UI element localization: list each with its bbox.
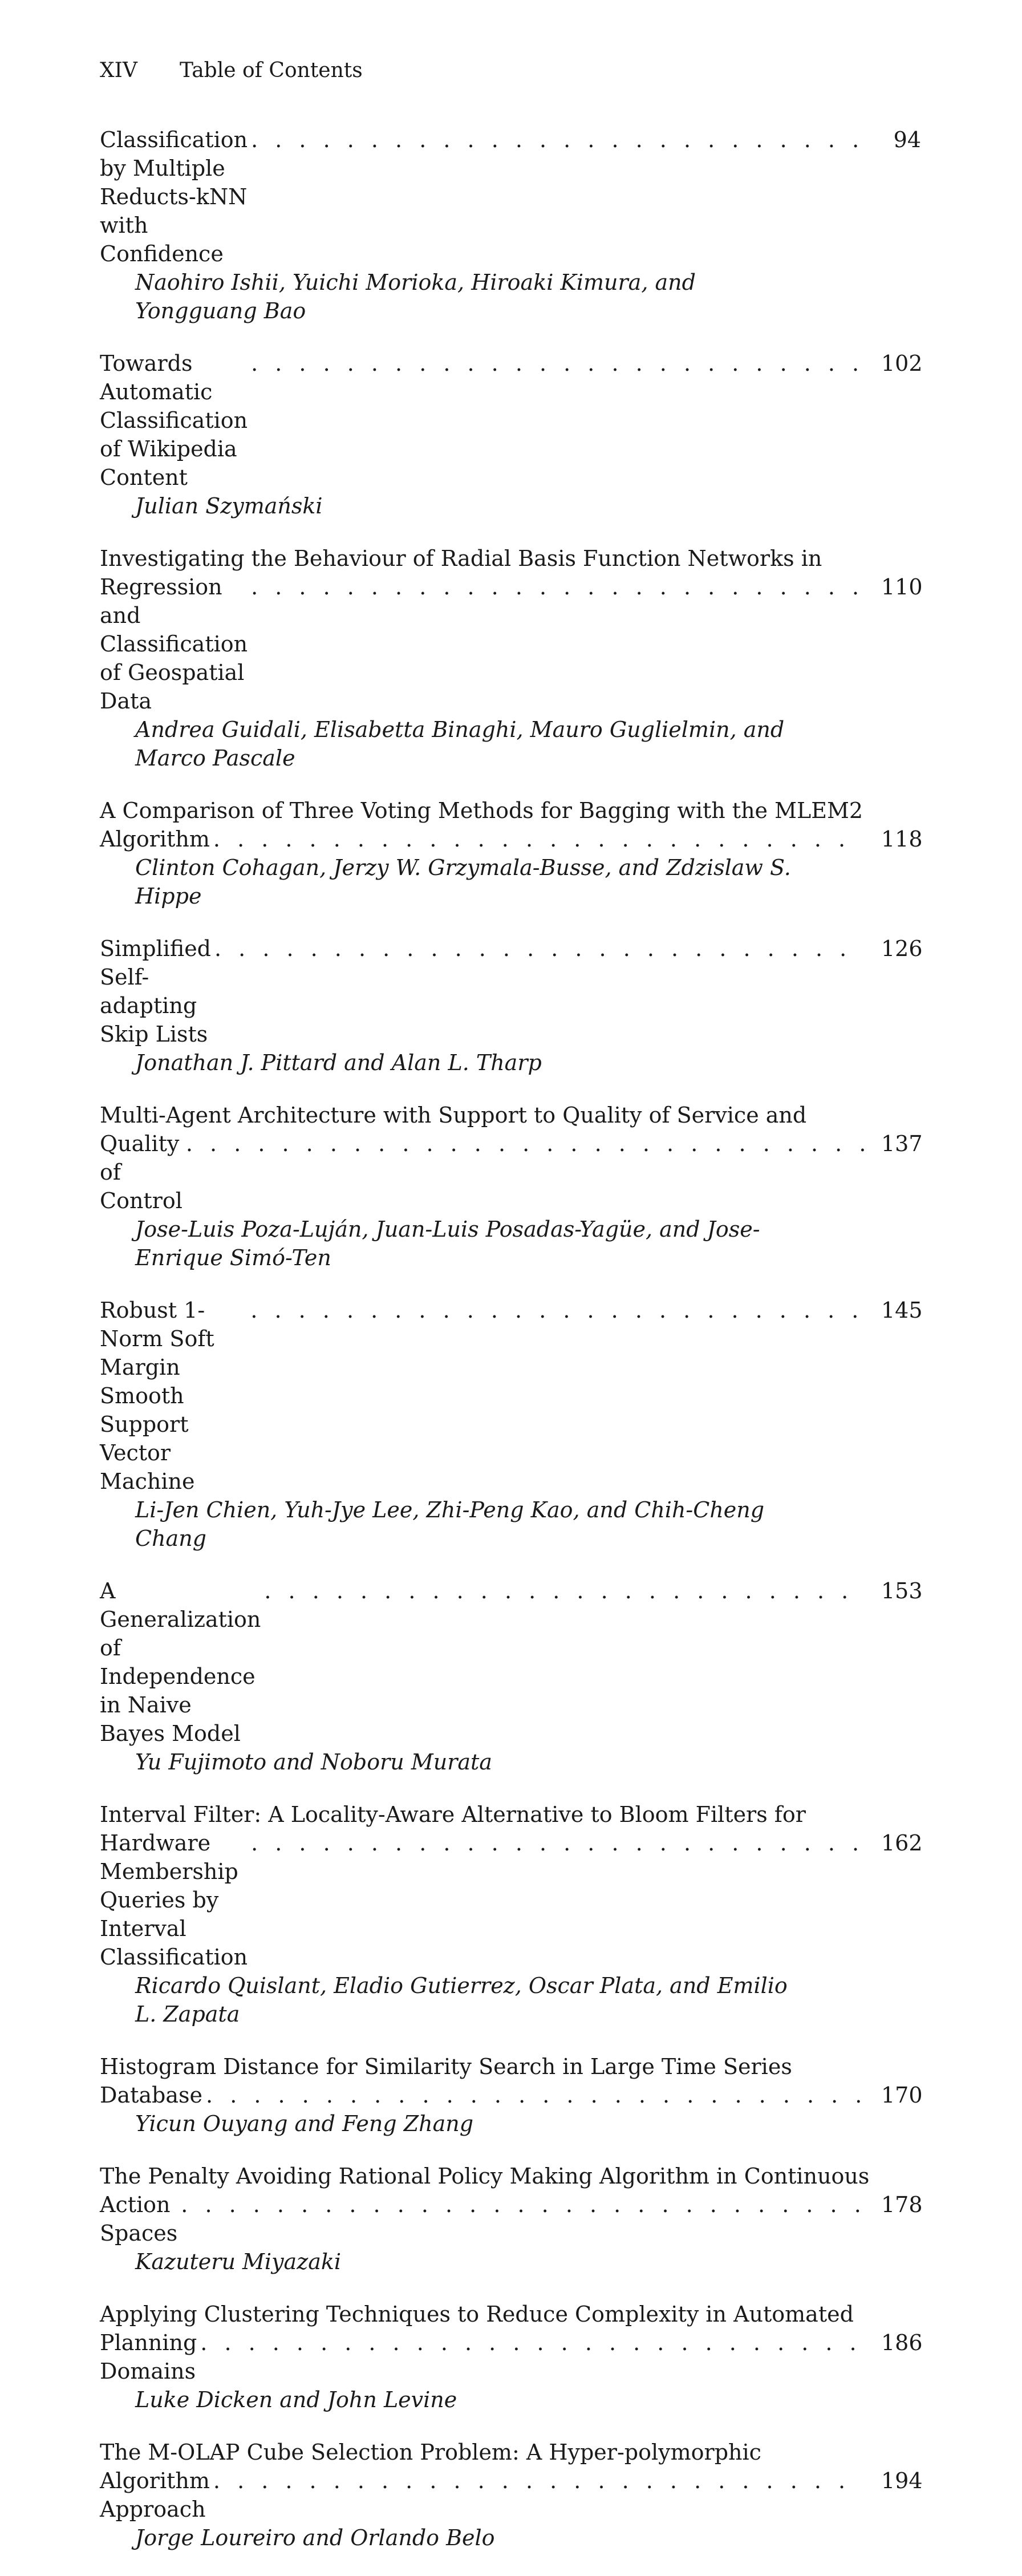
toc-entry — [100, 2300, 921, 2414]
entry-authors: Julian Szymański — [135, 493, 323, 519]
entry-authors: Yicun Ouyang and Feng Zhang — [135, 2111, 474, 2136]
entry-title-text: Towards Automatic Classification of Wikipedia Content — [100, 351, 248, 490]
toc-entry — [100, 1800, 921, 2028]
entry-authors: Ricardo Quislant, Eladio Gutierrez, Oscar Plata, and Emilio L. Zapata — [135, 1973, 788, 2027]
toc-entry — [100, 2438, 921, 2552]
entry-authors: Clinton Cohagan, Jerzy W. Grzymala-Busse, and Zdzislaw S. Hippe — [135, 855, 791, 909]
entry-authors: Andrea Guidali, Elisabetta Binaghi, Mauro Guglielmin, and Marco Pascale — [135, 717, 785, 771]
dot-leader — [250, 1296, 864, 1325]
entry-title — [100, 934, 921, 1048]
entry-page-number: 162 — [881, 1830, 923, 1856]
toc-entry — [100, 2162, 921, 2276]
entry-title-last-line — [100, 573, 921, 715]
dot-leader — [200, 2328, 864, 2357]
entry-title-line: The Penalty Avoiding Rational Policy Making Algorithm in Continuous — [100, 2164, 870, 2189]
entry-title-last-line — [100, 349, 921, 492]
entry-title — [100, 349, 921, 492]
entry-authors: Yu Fujimoto and Noboru Murata — [135, 1749, 492, 1775]
toc-entry — [100, 1101, 921, 1272]
entry-title-last-line — [100, 1829, 921, 1971]
entry-title-line: Applying Clustering Techniques to Reduce Complexity in Automated — [100, 2302, 854, 2327]
dot-leader — [213, 2466, 864, 2495]
entry-title-line: Interval Filter: A Locality-Aware Alternative to Bloom Filters for — [100, 1802, 806, 1827]
toc-entry — [100, 544, 921, 772]
entry-title-line: The M-OLAP Cube Selection Problem: A Hyper-polymorphic — [100, 2440, 761, 2465]
entry-title-last-line — [100, 934, 921, 1048]
entry-title — [100, 1800, 921, 1971]
entry-title — [100, 1577, 921, 1748]
toc-entry — [100, 349, 921, 520]
entry-title — [100, 2162, 921, 2247]
entry-title — [100, 796, 921, 853]
toc-entry — [100, 2052, 921, 2138]
dot-leader — [213, 825, 864, 853]
entry-title-last-line — [100, 2466, 921, 2524]
entry-title — [100, 544, 921, 715]
entry-title-last-line — [100, 2190, 921, 2247]
entry-title-last-line — [100, 125, 921, 268]
entry-title-last-line — [100, 825, 921, 853]
entry-title — [100, 1296, 921, 1496]
entry-title-last-line — [100, 1296, 921, 1496]
entry-title-text: Hardware Membership Queries by Interval Classification — [100, 1830, 248, 1970]
dot-leader — [186, 1129, 864, 1158]
dot-leader — [251, 573, 864, 601]
entry-authors: Jonathan J. Pittard and Alan L. Tharp — [135, 1050, 542, 1075]
entry-title-text: Database — [100, 2083, 203, 2108]
dot-leader — [206, 2081, 864, 2109]
entry-page-number: 145 — [881, 1298, 923, 1323]
toc-entry — [100, 796, 921, 910]
toc-entry — [100, 1296, 921, 1553]
entry-title — [100, 2300, 921, 2385]
entry-title-text: Planning Domains — [100, 2330, 197, 2384]
entry-authors: Kazuteru Miyazaki — [135, 2249, 342, 2274]
dot-leader — [181, 2190, 864, 2219]
dot-leader — [264, 1577, 864, 1605]
entry-authors: Jorge Loureiro and Orlando Belo — [135, 2525, 495, 2550]
dot-leader — [214, 934, 864, 963]
toc-list — [100, 125, 921, 2552]
entry-page-number: 126 — [881, 936, 923, 961]
toc-entry — [100, 934, 921, 1077]
entry-title-line: Multi-Agent Architecture with Support to Quality of Service and — [100, 1103, 807, 1128]
entry-authors: Naohiro Ishii, Yuichi Morioka, Hiroaki Kimura, and Yongguang Bao — [135, 270, 696, 323]
entry-title-text: Robust 1-Norm Soft Margin Smooth Support Vector Machine — [100, 1298, 214, 1494]
entry-authors: Li-Jen Chien, Yuh-Jye Lee, Zhi-Peng Kao, and Chih-Cheng Chang — [135, 1497, 765, 1551]
dot-leader — [251, 349, 864, 378]
entry-title-line: Histogram Distance for Similarity Search in Large Time Series — [100, 2054, 792, 2079]
entry-page-number: 102 — [881, 351, 923, 376]
entry-title-text: Simplified Self-adapting Skip Lists — [100, 936, 212, 1047]
toc-entry — [100, 125, 921, 325]
toc-page — [100, 57, 921, 2576]
entry-title-text: Quality of Control — [100, 1131, 182, 1213]
entry-page-number: 153 — [881, 1578, 923, 1603]
entry-page-number: 194 — [881, 2468, 923, 2493]
entry-page-number: 137 — [881, 1131, 923, 1156]
entry-title-text: Algorithm Approach — [100, 2468, 210, 2522]
entry-title-text: A Generalization of Independence in Naive Bayes Model — [100, 1578, 261, 1746]
entry-title-text: Action Spaces — [100, 2192, 178, 2246]
entry-title — [100, 2052, 921, 2109]
entry-title-line: Investigating the Behaviour of Radial Basis Function Networks in — [100, 546, 822, 571]
running-head — [100, 57, 921, 84]
dot-leader — [251, 1829, 864, 1857]
entry-title-last-line — [100, 1129, 921, 1215]
entry-title-last-line — [100, 1577, 921, 1748]
entry-title-text: Algorithm — [100, 827, 210, 852]
dot-leader — [251, 125, 864, 154]
entry-page-number: 170 — [881, 2083, 923, 2108]
entry-title-text: Classification by Multiple Reducts-kNN with Confidence — [100, 127, 248, 266]
running-title: Table of Contents — [180, 59, 363, 82]
entry-title — [100, 125, 921, 268]
entry-page-number: 110 — [881, 574, 923, 600]
toc-entry — [100, 1577, 921, 1776]
entry-page-number: 94 — [893, 127, 921, 152]
entry-page-number: 178 — [881, 2192, 923, 2217]
entry-authors: Jose-Luis Poza-Luján, Juan-Luis Posadas-Yagüe, and Jose-Enrique Simó-Ten — [135, 1217, 760, 1270]
entry-page-number: 118 — [881, 827, 923, 852]
entry-title-last-line — [100, 2328, 921, 2385]
entry-title-last-line — [100, 2081, 921, 2109]
entry-page-number: 186 — [881, 2330, 923, 2355]
entry-authors: Luke Dicken and John Levine — [135, 2387, 457, 2412]
entry-title-text: Regression and Classification of Geospatial Data — [100, 574, 248, 714]
entry-title — [100, 2438, 921, 2524]
entry-title — [100, 1101, 921, 1215]
entry-title-line: A Comparison of Three Voting Methods for Bagging with the MLEM2 — [100, 798, 863, 823]
page-folio: XIV — [100, 59, 137, 82]
